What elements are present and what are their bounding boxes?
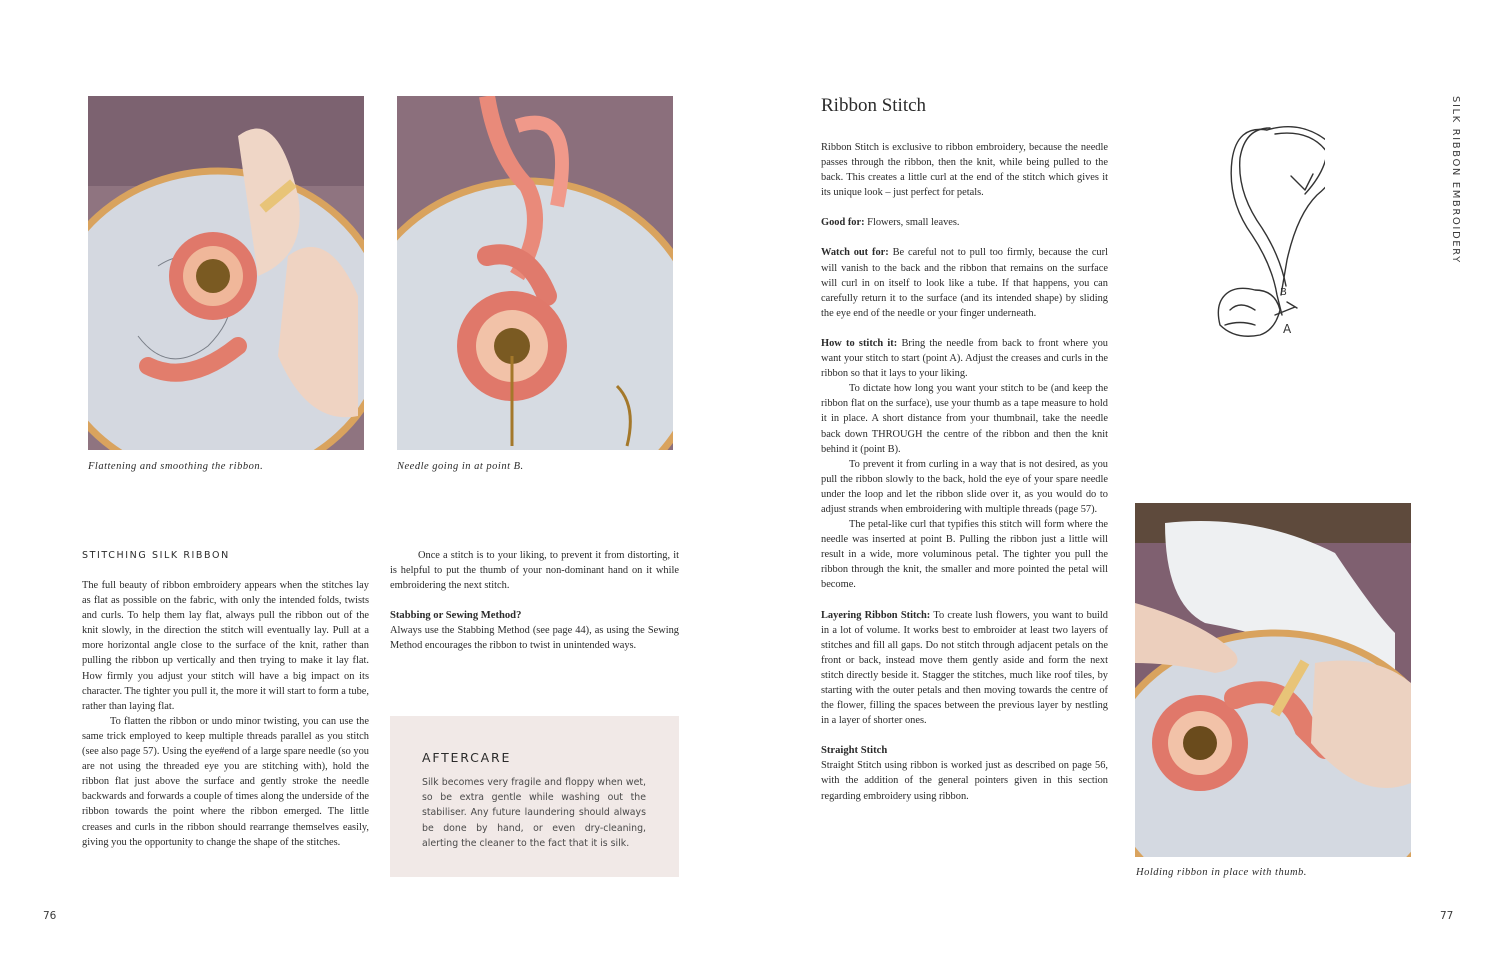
body-column-1 [82, 578, 369, 850]
page-heading: Ribbon Stitch [821, 95, 927, 116]
photo-caption: Holding ribbon in place with thumb. [1136, 867, 1307, 878]
photo-caption: Flattening and smoothing the ribbon. [88, 461, 264, 472]
text: Be careful not to pull too firmly, because the curl will vanish to the back and the ribbon that remains on the surface will curl in on itself to look like a tube. If that happens, you can carefully return it to the surface (and its intended shape) by sliding the eye end of the needle or your finger underneath. [821, 247, 1108, 319]
ribbon-stitch-sketch [1205, 120, 1325, 355]
text: To create lush flowers, you want to build in a lot of volume. It works best to embroider at least two layers of stitches and fill all gaps. Do not stitch through adjacent petals on the front or back, instead move them gently aside and form the next stitch directly beside it. Stagger the stitches, much like roof tiles, by starting with the outer petals and then moving towards the centre of the flower, filling the spaces between the previous layer by nestling in a layer of shorter ones. [821, 609, 1108, 727]
paragraph: Always use the Stabbing Method (see page 44), as using the Sewing Method encourages the ribbon to twist in unintended ways. [390, 625, 679, 652]
aftercare-box [390, 716, 679, 877]
paragraph-good-for [821, 215, 1108, 230]
paragraph: To flatten the ribbon or undo minor twisting, you can use the same trick employed to keep multiple threads parallel as you stitch (see also page 57). Using the eye#end of a large spare needle (so you are not using the threaded eye you are stitching with), hold the ribbon flat just above the surface and gently stroke the needle backwards and forwards a couple of times along the underside of the ribbon towards the point where the ribbon emerged. The little creases and curls in the ribbon should rearrange themselves easily, giving you the opportunity to change the shape of the stitches. [82, 715, 369, 848]
aftercare-title: AFTERCARE [422, 750, 512, 765]
body-column-2 [390, 548, 679, 654]
label: Layering Ribbon Stitch: [821, 609, 931, 621]
paragraph: Once a stitch is to your liking, to prevent it from distorting, it is helpful to put the thumb of your non-dominant hand on it while embroidering the next stitch. [390, 550, 679, 592]
photo-holding-ribbon [1135, 503, 1411, 857]
paragraph: The full beauty of ribbon embroidery appears when the stitches lay as flat as possible on the fabric, with only the intended folds, twists and curls. To help them lay flat, always pull the ribbon out of the knit slowly, in the direction the stitch will eventually lay. Pull at a more horizontal angle close to the surface of the knit, rather than pulling the ribbon up vertically and then trying to make it lay flat. How firmly you adjust your stitch will have a big impact on its character. The tighter you pull it, the more it will start to form a tube, rather than laying flat. [82, 580, 369, 712]
subheading: Straight Stitch [821, 745, 888, 757]
paragraph-layering [821, 608, 1108, 729]
paragraph: To prevent it from curling in a way that is not desired, as you pull the ribbon slowly to the back, hold the eye of your spare needle under the loop and let the ribbon slide over it, as you would do to adjust strands when embroidering with multiple threads (page 57). [821, 458, 1108, 515]
label: How to stitch it: [821, 337, 898, 349]
label: Watch out for: [821, 247, 889, 259]
paragraph-watch-out [821, 245, 1108, 320]
paragraph: Ribbon Stitch is exclusive to ribbon embroidery, because the needle passes through the ribbon, then the knit, while being pulled to the back. This creates a little curl at the end of the stitch which gives it its unique look – just perfect for petals. [821, 142, 1108, 199]
aftercare-text: Silk becomes very fragile and floppy when wet, so be extra gentle while washing out the stabiliser. Any future laundering should always be done by hand, or even dry-cleaning, alerting the cleaner to the fact that it is silk. [422, 777, 646, 849]
paragraph-how-to [821, 336, 1108, 381]
photo-flattening-ribbon [88, 96, 364, 450]
paragraph: To dictate how long you want your stitch to be (and keep the ribbon flat on the surface), use your thumb as a tape measure to hold it in place. A short distance from your thumbnail, take the needle back down THROUGH the centre of the ribbon and then the knit behind it (point B). [821, 383, 1108, 455]
sketch-label-a: A [1283, 322, 1292, 336]
section-label: STITCHING SILK RIBBON [82, 550, 230, 561]
page-number-left: 76 [43, 910, 57, 922]
text: Bring the needle from back to front where you want your stitch to start (point A). Adjust the creases and curls in the ribbon so that it lays to your liking. [821, 337, 1108, 380]
subheading: Stabbing or Sewing Method? [390, 610, 522, 622]
photo-caption: Needle going in at point B. [397, 461, 524, 472]
paragraph: Straight Stitch using ribbon is worked just as described on page 56, with the addition of the general pointers given in this section regarding embroidery using ribbon. [821, 760, 1108, 802]
text: Flowers, small leaves. [864, 217, 960, 229]
page-number-right: 77 [1440, 910, 1454, 922]
sketch-label-b: B [1280, 287, 1287, 298]
photo-needle-point-b [397, 96, 673, 450]
label: Good for: [821, 217, 865, 229]
running-side-label: SILK RIBBON EMBROIDERY [1450, 96, 1461, 264]
body-column-right [821, 140, 1108, 804]
paragraph: The petal-like curl that typifies this stitch will form where the needle was inserted at point B. Pulling the ribbon just a little will result in a wide, more voluminous petal. The tighter you pull the ribbon through the knit, the smaller and more pointed the petal will become. [821, 519, 1108, 591]
